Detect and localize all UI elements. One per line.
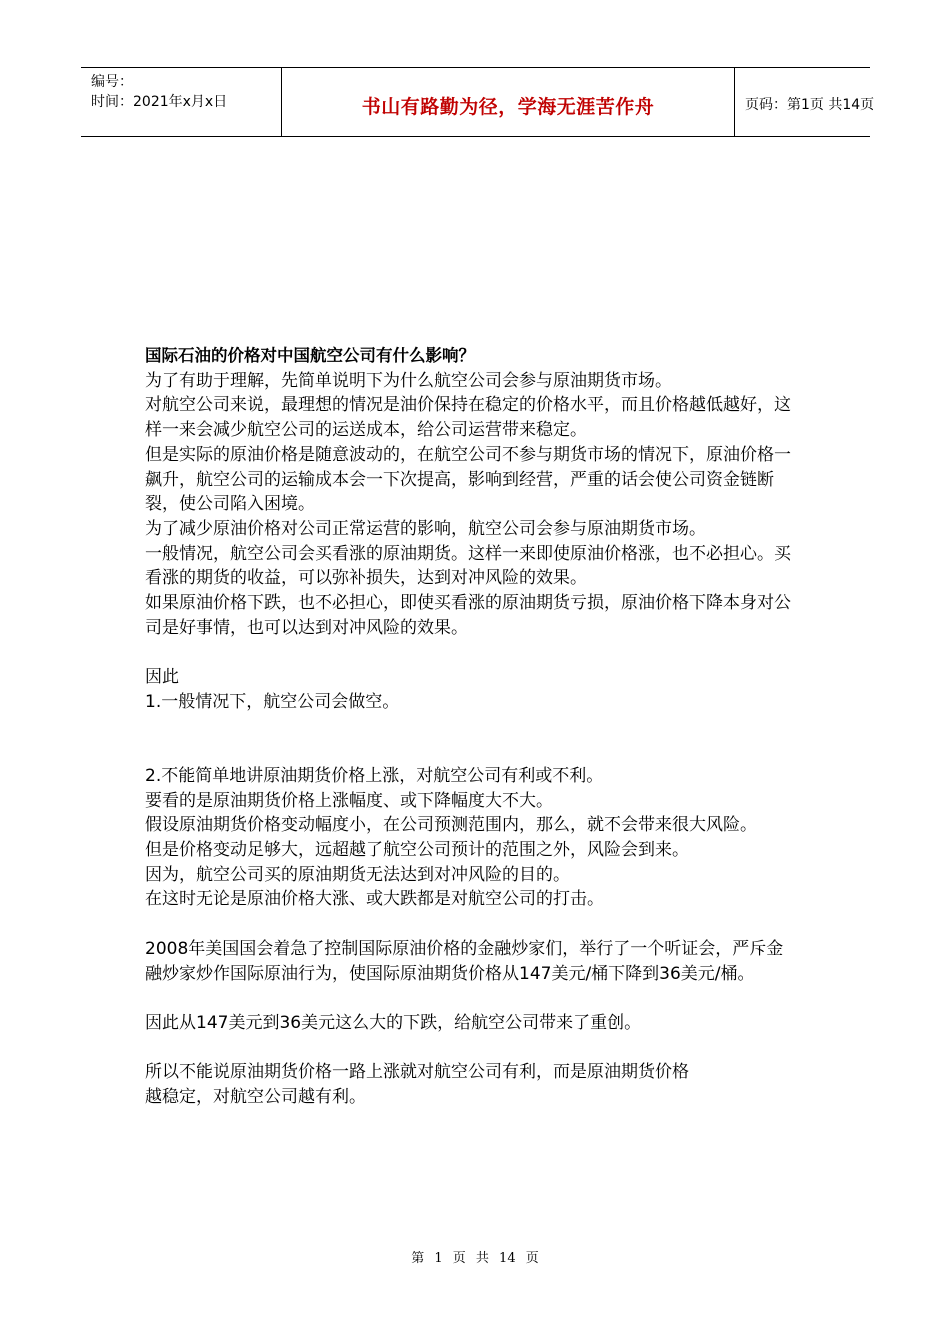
point-2-line: 但是价格变动足够大，远超越了航空公司预计的范围之外，风险会到来。: [145, 840, 689, 861]
paragraph-price-drop: 如果原油价格下跌，也不必担心，即使买看涨的原油期货亏损，原油价格下降本身对公司是好事情，也可以达到对冲风险的效果。: [145, 593, 791, 638]
spacer: [145, 715, 800, 740]
conclusion-line: 越稳定，对航空公司越有利。: [145, 1087, 366, 1107]
header-motto-cell: [281, 68, 735, 136]
header-meta-cell: [81, 68, 281, 136]
point-1: 1.一般情况下，航空公司会做空。: [145, 691, 400, 712]
spacer: [145, 1036, 800, 1061]
spacer: [145, 912, 800, 937]
point-2-line: 因为，航空公司买的原油期货无法达到对冲风险的目的。: [145, 864, 570, 885]
point-2-line: 在这时无论是原油价格大涨、或大跌都是对航空公司的打击。: [145, 889, 604, 910]
spacer: [145, 739, 800, 764]
conclusion-line: 所以不能说原油期货价格一路上涨就对航空公司有利，而是原油期货价格: [145, 1062, 689, 1083]
paragraph-price-crash: 因此从147美元到36美元这么大的下跌，给航空公司带来了重创。: [145, 1012, 642, 1033]
paragraph-intro: 为了有助于理解，先简单说明下为什么航空公司会参与原油期货市场。: [145, 370, 672, 391]
page-footer: 第 1 页 共 14 页: [411, 1251, 539, 1266]
document-time-label: 时间：2021年x月x日: [91, 94, 228, 110]
paragraph-participation: 为了减少原油价格对公司正常运营的影响，航空公司会参与原油期货市场。: [145, 518, 706, 539]
page-header: [81, 67, 875, 137]
spacer: [145, 986, 800, 1011]
point-2-line: 假设原油期货价格变动幅度小，在公司预测范围内，那么，就不会带来很大风险。: [145, 815, 757, 836]
article-title: 国际石油的价格对中国航空公司有什么影响？: [145, 346, 475, 365]
therefore-label: 因此: [145, 667, 179, 688]
paragraph-2008-hearing: 2008年美国国会着急了控制国际原油价格的金融炒家们，举行了一个听证会，严斥金融炒家炒作国际原油行为，使国际原油期货价格从147美元/桶下降到36美元/桶。: [145, 938, 784, 984]
point-2-line: 要看的是原油期货价格上涨幅度、或下降幅度大不大。: [145, 790, 553, 811]
spacer: [145, 640, 800, 665]
header-page-cell: [735, 68, 875, 136]
point-2-line: 2.不能简单地讲原油期货价格上涨，对航空公司有利或不利。: [145, 765, 604, 786]
article-body: [145, 344, 800, 1110]
paragraph-call-option: 一般情况，航空公司会买看涨的原油期货。这样一来即使原油价格涨，也不必担心。买看涨的期货的收益，可以弥补损失，达到对冲风险的效果。: [145, 543, 791, 589]
document-code-label: 编号：: [91, 74, 133, 90]
header-page-info: 页码：第1页 共14页: [745, 97, 875, 113]
paragraph-reality: 但是实际的原油价格是随意波动的，在航空公司不参与期货市场的情况下，原油价格一飙升，航空公司的运输成本会一下次提高，影响到经营，严重的话会使公司资金链断裂，使公司陷入困境。: [145, 444, 791, 515]
header-motto: 书山有路勤为径，学海无涯苦作舟: [361, 96, 655, 118]
paragraph-ideal: 对航空公司来说，最理想的情况是油价保持在稳定的价格水平，而且价格越低越好，这样一来会减少航空公司的运送成本，给公司运营带来稳定。: [145, 395, 791, 441]
